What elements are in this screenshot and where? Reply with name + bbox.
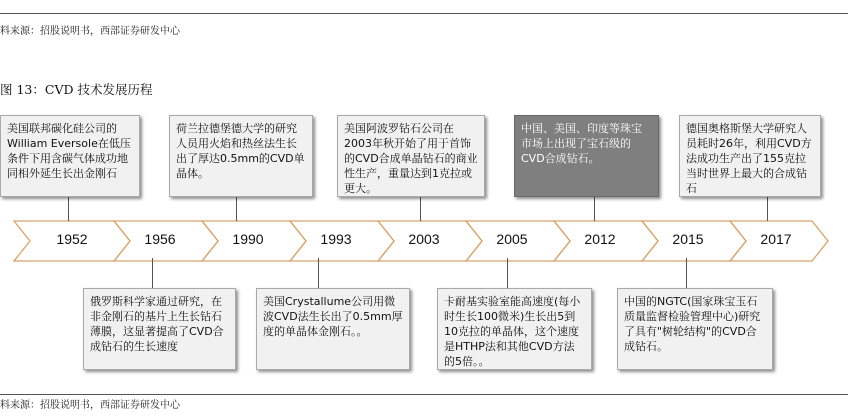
connector-line [152, 258, 153, 290]
year-label: 1952 [56, 231, 88, 247]
connector-line [686, 258, 687, 290]
event-card-2012: 中国、美国、印度等珠宝市场上出现了宝石级的CVD合成钻石。 [514, 115, 659, 197]
divider-bottom [0, 394, 848, 395]
year-label: 2005 [496, 231, 528, 247]
event-card-1993: 美国Crystallume公司用微波CVD法生长出了0.5mm厚度的单晶体金刚石。。 [256, 288, 410, 370]
connector-line [318, 258, 319, 290]
event-card-1990: 荷兰拉德堡德大学的研究人员用火焰和热丝法生长出了厚达0.5mm的CVD单晶体。 [169, 115, 313, 197]
connector-line [68, 195, 69, 221]
figure-title: 图 13：CVD 技术发展历程 [0, 82, 153, 97]
divider-top [0, 13, 848, 14]
year-label: 1993 [320, 231, 352, 247]
connector-line [507, 258, 508, 290]
year-label: 1990 [232, 231, 264, 247]
connector-line [236, 195, 237, 221]
event-card-2005: 卡耐基实验室能高速度(每小时生长100微米)生长出5到10克拉的单晶体，这个速度是HTHP法和其他CVD方法的5倍。。 [437, 288, 592, 370]
source-note-top: 料来源：招股说明书，西部证券研发中心 [0, 26, 180, 37]
connector-line [420, 195, 421, 221]
year-label: 2003 [408, 231, 440, 247]
event-card-2003: 美国阿波罗钻石公司在2003年秋开始了用于首饰的CVD合成单晶钻石的商业性生产，重量达到1克拉或更大。 [337, 115, 485, 197]
event-card-1956: 俄罗斯科学家通过研究，在非金刚石的基片上生长钻石薄膜，这显著提高了CVD合成钻石的生长速度 [83, 288, 236, 370]
event-card-2017: 德国奥格斯堡大学研究人员耗时26年，利用CVD方法成功生产出了155克拉当时世界上最大的合成钻石 [679, 115, 821, 197]
connector-line [767, 195, 768, 221]
year-label: 2012 [584, 231, 616, 247]
event-card-2015: 中国的NGTC(国家珠宝玉石质量监督检验管理中心)研究了具有"树轮结构"的CVD合成钻石。 [617, 288, 773, 370]
year-label: 2015 [672, 231, 704, 247]
event-card-1952: 美国联邦碳化硅公司的William Eversole在低压条件下用含碳气体成功地同相外延生长出金刚石 [0, 115, 140, 197]
year-label: 1956 [144, 231, 176, 247]
source-note-bottom: 料来源：招股说明书，西部证券研发中心 [0, 400, 180, 411]
connector-line [594, 195, 595, 221]
year-label: 2017 [760, 231, 792, 247]
